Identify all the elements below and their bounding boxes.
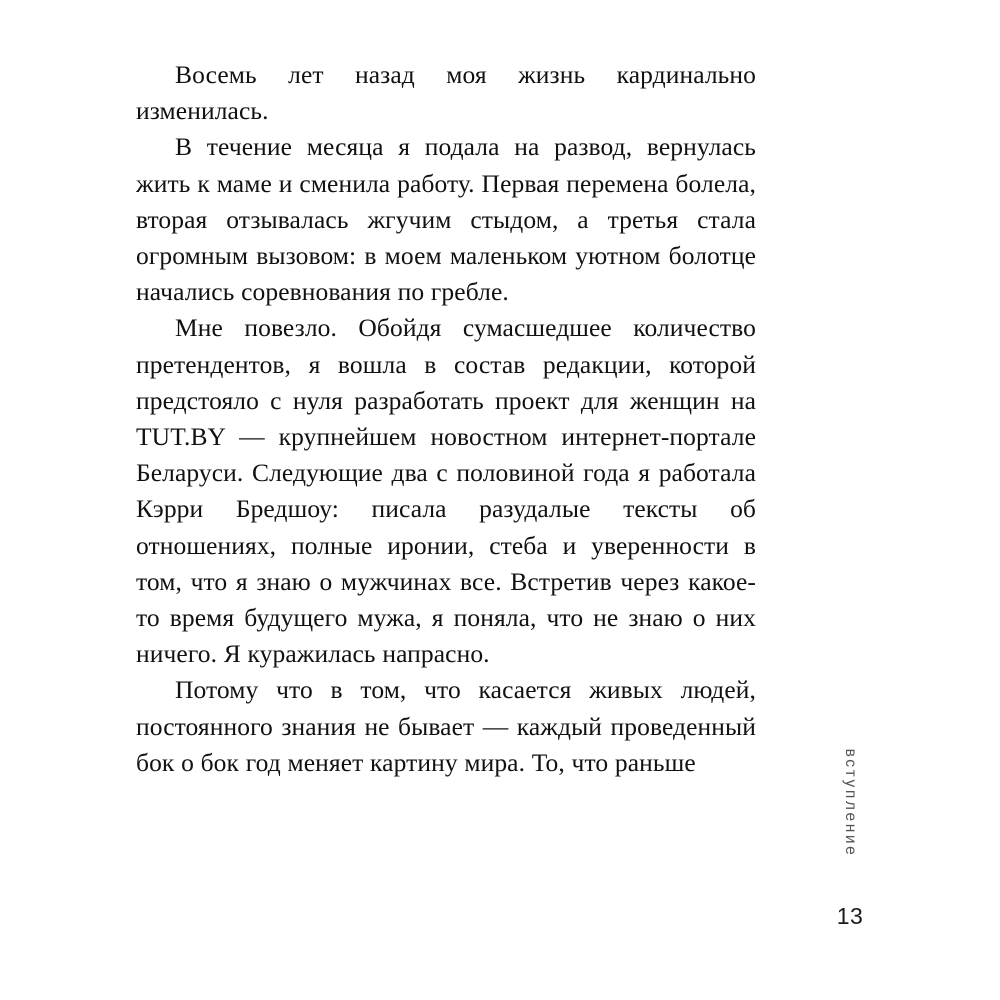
page-number: 13 — [836, 903, 864, 929]
body-text-column — [136, 57, 756, 781]
paragraph: Мне повезло. Обойдя сумасшедшее количество претендентов, я вошла в состав редакции, которой предстояло с нуля разработать проект для женщин на TUT.BY — крупнейшем новостном интернет-портале Беларуси. Следующие два с половиной года я работала Кэрри Бредшоу: писала разудалые тексты об отношениях, полные иронии, стеба и уверенности в том, что я знаю о мужчинах все. Встретив через какое-то время будущего мужа, я поняла, что не знаю о них ничего. Я куражилась напрасно. — [136, 313, 756, 669]
running-head: вступление — [842, 748, 859, 858]
paragraph: В течение месяца я подала на развод, вернулась жить к маме и сменила работу. Первая перемена болела, вторая отзывалась жгучим стыдом, а третья стала огромным вызовом: в моем маленьком уютном болотце начались соревнования по гребле. — [136, 132, 756, 307]
paragraph: Восемь лет назад моя жизнь кардинально изменилась. — [136, 60, 756, 126]
paragraph: Потому что в том, что касается живых людей, постоянного знания не бывает — каждый проведенный бок о бок год меняет картину мира. То, что раньше — [136, 675, 756, 777]
